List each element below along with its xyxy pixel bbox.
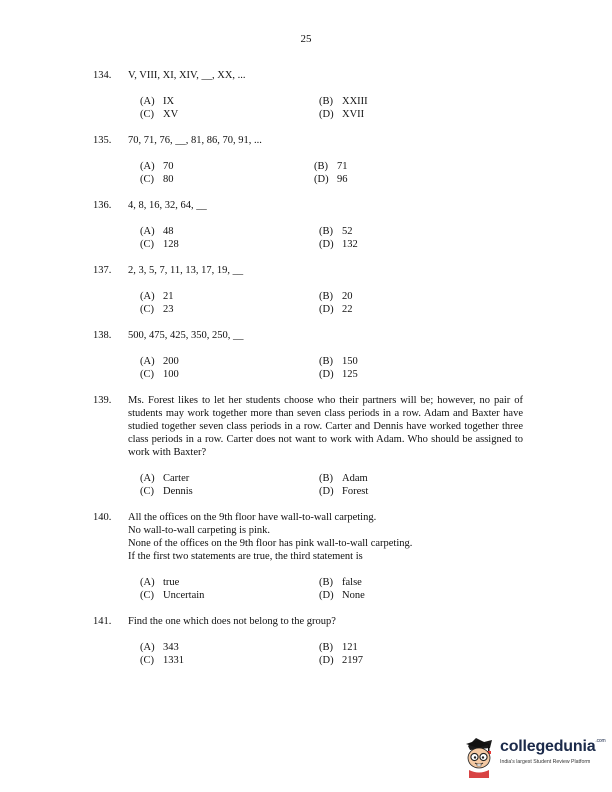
question-text: 2, 3, 5, 7, 11, 13, 17, 19, __ [128,265,244,276]
mascot-icon [462,734,498,778]
question-number: 136. [93,200,112,211]
question-140 [93,511,523,563]
option-a: (A) 343 [140,642,179,653]
option-c: (C) 23 [140,304,174,315]
option-c: (C) Uncertain [140,590,205,601]
option-d: (D) None [319,590,365,601]
question-number: 137. [93,265,112,276]
collegedunia-logo [462,734,606,778]
question-139 [93,394,523,459]
option-d: (D) 132 [319,239,358,250]
option-a: (A) 200 [140,356,179,367]
logo-suffix: .com [595,738,606,744]
question-text: Find the one which does not belong to the group? [128,616,336,627]
question-line: If the first two statements are true, the third statement is [128,551,363,562]
option-d: (D) 96 [314,174,348,185]
option-b: (B) 20 [319,291,353,302]
question-number: 138. [93,330,112,341]
question-text: Ms. Forest likes to let her students choose who their partners will be; however, no pair of students may work together more than seven class periods in a row. Adam and Baxter have studied together seven class periods in a row. Carter and Dennis have worked together three class periods in a row. Carter does not want to work with Adam. Who should be assigned to work with Baxter? [128,395,523,458]
option-c: (C) XV [140,109,179,120]
option-b: (B) XXIII [319,96,368,107]
question-number: 134. [93,70,112,81]
logo-wordmark: collegedunia [500,738,596,755]
question-135 [93,134,523,147]
option-a: (A) 70 [140,161,174,172]
option-b: (B) false [319,577,362,588]
option-b: (B) 71 [314,161,348,172]
option-d: (D) Forest [319,486,369,497]
option-c: (C) 1331 [140,655,184,666]
question-141 [93,615,523,628]
question-text: 4, 8, 16, 32, 64, __ [128,200,207,211]
page-number: 25 [300,33,312,45]
option-b: (B) 150 [319,356,358,367]
option-a: (A) IX [140,96,175,107]
question-number: 140. [93,512,112,523]
option-c: (C) 80 [140,174,174,185]
option-b: (B) Adam [319,473,368,484]
option-a: (A) Carter [140,473,190,484]
question-138 [93,329,523,342]
logo-tagline: India's largest Student Review Platform [500,759,591,765]
question-text: 500, 475, 425, 350, 250, __ [128,330,244,341]
option-a: (A) 48 [140,226,174,237]
option-d: (D) 22 [319,304,353,315]
question-137 [93,264,523,277]
option-a: (A) true [140,577,180,588]
question-line: No wall-to-wall carpeting is pink. [128,525,271,536]
option-d: (D) XVII [319,109,365,120]
question-number: 141. [93,616,112,627]
question-line: All the offices on the 9th floor have wall-to-wall carpeting. [128,512,377,523]
question-number: 139. [93,395,112,406]
question-134 [93,69,523,82]
option-b: (B) 121 [319,642,358,653]
question-text: 70, 71, 76, __, 81, 86, 70, 91, ... [128,135,262,146]
question-text: V, VIII, XI, XIV, __, XX, ... [128,70,246,81]
question-number: 135. [93,135,112,146]
option-c: (C) Dennis [140,486,193,497]
option-c: (C) 100 [140,369,179,380]
option-c: (C) 128 [140,239,179,250]
option-d: (D) 125 [319,369,358,380]
option-b: (B) 52 [319,226,353,237]
option-a: (A) 21 [140,291,174,302]
question-line: None of the offices on the 9th floor has pink wall-to-wall carpeting. [128,538,413,549]
question-136 [93,199,523,212]
option-d: (D) 2197 [319,655,363,666]
